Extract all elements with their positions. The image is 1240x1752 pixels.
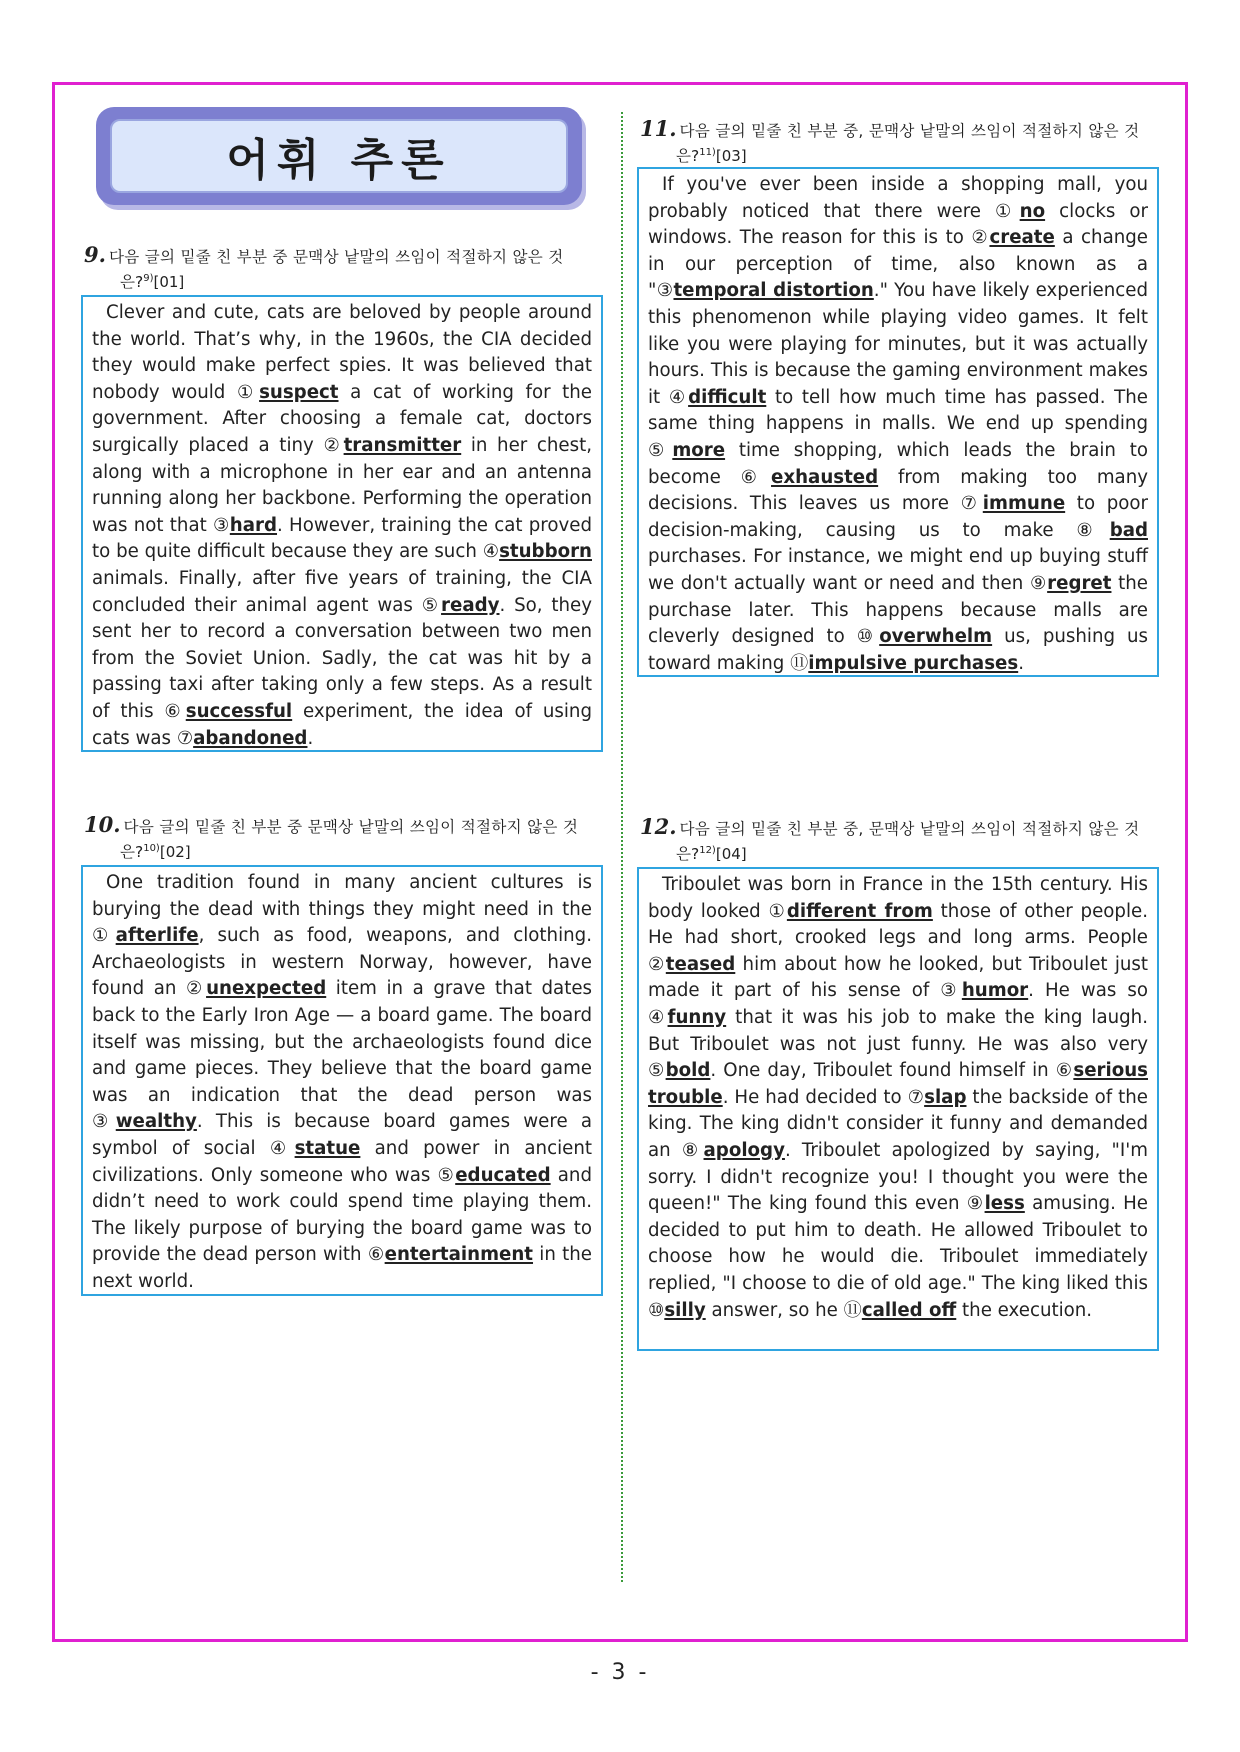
footnote-mark: 10): [143, 843, 160, 854]
question-number: 12.: [640, 814, 677, 839]
underlined-word: slap: [924, 1086, 967, 1108]
underlined-word: serious trouble: [648, 1060, 1149, 1108]
underlined-word: hard: [229, 514, 278, 536]
section-title: 어휘 추론: [226, 135, 452, 186]
underlined-word: bold: [665, 1060, 711, 1082]
passage-text: Clever and cute, cats are beloved by people around the world. That’s why, in the 1960s, the CIA decided they would make perfect spies. It was believed that nobody would ①suspect a cat of working for the government. After choosing a female cat, doctors surgically placed a tiny ②transmitter in her chest, along with a microphone in her ear and an antenna running along her backbone. Performing the operation was not that ③hard. However, training the cat proved to be quite difficult because they are such ④stubborn animals. Finally, after five years of training, the CIA concluded their animal agent was ⑤ready. So, they sent her to record a conversation between two men from the Soviet Union. Sadly, the cat was hit by a passing taxi after taking only a few steps. As a result of this ⑥successful experiment, the idea of using cats was ⑦abandoned.: [92, 302, 593, 749]
question-11-header: [640, 118, 1162, 167]
question-stem: 다음 글의 밑줄 친 부분 중 문맥상 낱말의 쓰임이 적절하지 않은 것: [123, 818, 579, 836]
question-number: 9.: [84, 242, 106, 267]
question-10-passage: [81, 865, 603, 1296]
underlined-word: suspect: [259, 381, 339, 403]
underlined-word: exhausted: [771, 466, 879, 488]
underlined-word: educated: [455, 1164, 551, 1186]
section-title-inner: [110, 119, 568, 193]
question-stem: 다음 글의 밑줄 친 부분 중 문맥상 낱말의 쓰임이 적절하지 않은 것: [108, 248, 564, 266]
passage-text: Triboulet was born in France in the 15th century. His body looked ①different from those of other people. He had short, crooked legs and long arms. People ②teased him about how he looked, but Triboulet just made it part of his sense of ③humor. He was so ④funny that it was his job to make the king laugh. But Triboulet was not just funny. He was also very ⑤bold. One day, Triboulet found himself in ⑥serious trouble. He had decided to ⑦slap the backside of the king. The king didn't consider it funny and demanded an ⑧apology. Triboulet apologized by saying, "I'm sorry. I didn't recognize you! I thought you were the queen!" The king found this even ⑨less amusing. He decided to put him to death. He allowed Triboulet to choose how he would die. Triboulet immediately replied, "I choose to die of old age." The king liked this ⑩silly answer, so he ⑪called off the execution.: [648, 874, 1149, 1321]
question-ref: [04]: [715, 845, 747, 863]
section-title-banner: [96, 107, 582, 205]
underlined-word: teased: [665, 953, 736, 975]
underlined-word: entertainment: [384, 1244, 534, 1266]
underlined-word: less: [984, 1193, 1025, 1215]
underlined-word: create: [989, 227, 1055, 249]
underlined-word: stubborn: [499, 541, 592, 563]
question-stem-cont: 은?: [676, 147, 700, 165]
underlined-word: successful: [185, 700, 293, 722]
underlined-word: funny: [667, 1006, 727, 1028]
question-10-header: [84, 814, 606, 863]
question-number: 11.: [640, 116, 677, 141]
question-ref: [01]: [153, 273, 185, 291]
footnote-mark: 11): [699, 147, 716, 158]
underlined-word: impulsive purchases: [808, 652, 1019, 674]
underlined-word: silly: [664, 1299, 706, 1321]
column-divider: [621, 112, 623, 1582]
question-ref: [03]: [715, 147, 747, 165]
underlined-word: unexpected: [206, 978, 327, 1000]
underlined-word: overwhelm: [879, 626, 993, 648]
underlined-word: statue: [294, 1137, 361, 1159]
question-stem: 다음 글의 밑줄 친 부분 중, 문맥상 낱말의 쓰임이 적절하지 않은 것: [679, 122, 1140, 140]
underlined-word: transmitter: [343, 434, 462, 456]
question-9-passage: [81, 295, 603, 752]
question-stem: 다음 글의 밑줄 친 부분 중, 문맥상 낱말의 쓰임이 적절하지 않은 것: [679, 820, 1140, 838]
question-12-header: [640, 816, 1162, 865]
underlined-word: different from: [786, 900, 933, 922]
underlined-word: ready: [441, 594, 500, 616]
underlined-word: bad: [1109, 519, 1148, 541]
underlined-word: humor: [961, 980, 1029, 1002]
question-stem-cont: 은?: [120, 273, 144, 291]
underlined-word: immune: [982, 493, 1066, 515]
question-9-header: [84, 244, 606, 293]
footnote-mark: 12): [699, 845, 716, 856]
underlined-word: temporal distortion: [673, 280, 874, 302]
page-number: - 3 -: [590, 1660, 650, 1685]
passage-text: If you've ever been inside a shopping mall, you probably noticed that there were ①no clocks or windows. The reason for this is to ②create a change in our perception of time, also known as a "③temporal distortion." You have likely experienced this phenomenon while playing video games. It felt like you were playing for minutes, but it was actually hours. This is because the gaming environment makes it ④difficult to tell how much time has passed. The same thing happens in malls. We end up spending ⑤more time shopping, which leads the brain to become ⑥exhausted from making too many decisions. This leaves us more ⑦immune to poor decision-making, causing us to make ⑧bad purchases. For instance, we might end up buying stuff we don't actually want or need and then ⑨regret the purchase later. This happens because malls are cleverly designed to ⑩overwhelm us, pushing us toward making ⑪impulsive purchases.: [648, 174, 1148, 674]
underlined-word: abandoned: [193, 727, 308, 749]
question-11-passage: [637, 167, 1159, 677]
question-ref: [02]: [159, 843, 191, 861]
underlined-word: called off: [861, 1299, 957, 1321]
underlined-word: difficult: [688, 386, 767, 408]
underlined-word: wealthy: [115, 1111, 197, 1133]
underlined-word: regret: [1047, 572, 1112, 594]
underlined-word: more: [672, 439, 726, 461]
question-number: 10.: [84, 812, 121, 837]
question-stem-cont: 은?: [676, 845, 700, 863]
question-stem-cont: 은?: [120, 843, 144, 861]
underlined-word: no: [1019, 200, 1046, 222]
question-12-passage: [637, 867, 1159, 1351]
footnote-mark: 9): [143, 273, 154, 284]
underlined-word: afterlife: [115, 925, 199, 947]
underlined-word: apology: [703, 1139, 785, 1161]
passage-text: One tradition found in many ancient cultures is burying the dead with things they might need in the ①afterlife, such as food, weapons, and clothing. Archaeologists in western Norway, however, have found an ②unexpected item in a grave that dates back to the Early Iron Age — a board game. The board itself was missing, but the archaeologists found dice and game pieces. They believe that the board game was an indication that the dead person was ③wealthy. This is because board games were a symbol of social ④statue and power in ancient civilizations. Only someone who was ⑤educated and didn’t need to work could spend time playing them. The likely purpose of burying the board game was to provide the dead person with ⑥entertainment in the next world.: [92, 872, 593, 1292]
